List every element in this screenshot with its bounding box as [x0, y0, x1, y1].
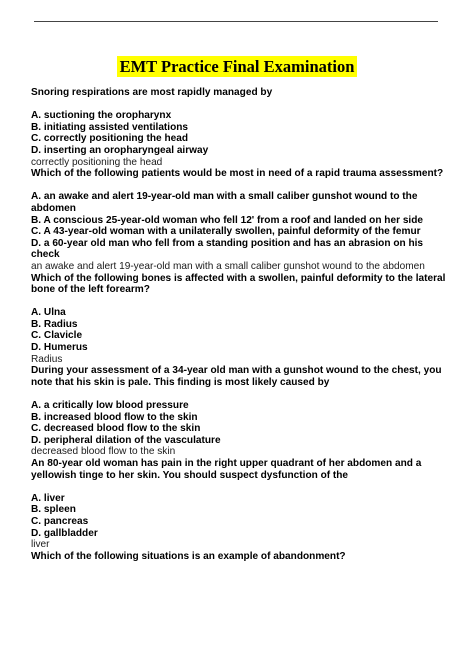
- question-3-option-d: D. Humerus: [31, 342, 88, 354]
- question-4-option-a: A. a critically low blood pressure: [31, 400, 189, 412]
- title-wrap: [0, 56, 474, 77]
- question-4-answer: decreased blood flow to the skin: [31, 446, 176, 458]
- document-body: [31, 87, 446, 562]
- spacer: [31, 388, 446, 400]
- question-5-option-a: A. liver: [31, 492, 65, 504]
- question-3-option-a: A. Ulna: [31, 307, 66, 319]
- page-title: EMT Practice Final Examination: [117, 56, 358, 77]
- spacer: [31, 296, 446, 308]
- question-1-answer: correctly positioning the head: [31, 156, 163, 168]
- question-2-answer: an awake and alert 19-year-old man with a small caliber gunshot wound to the abdomen: [31, 260, 425, 272]
- question-2-text: Which of the following patients would be most in need of a rapid trauma assessment?: [31, 168, 444, 180]
- question-2-option-c: C. A 43-year-old woman with a unilaterally swollen, painful deformity of the femur: [31, 226, 421, 238]
- question-3-answer: Radius: [31, 353, 63, 365]
- question-1-option-a: A. suctioning the oropharynx: [31, 110, 172, 122]
- question-2-option-d: D. a 60-year old man who fell from a standing position and has an abrasion on his check: [31, 237, 424, 261]
- question-5-answer: liver: [31, 539, 50, 551]
- question-3-option-c: C. Clavicle: [31, 330, 83, 342]
- question-3-option-b: B. Radius: [31, 318, 78, 330]
- question-4-option-c: C. decreased blood flow to the skin: [31, 423, 201, 435]
- question-4-text: During your assessment of a 34-year old man with a gunshot wound to the chest, you note that his skin is pale. This finding is most likely caused by: [31, 365, 442, 388]
- question-5-option-c: C. pancreas: [31, 515, 89, 527]
- question-4-option-b: B. increased blood flow to the skin: [31, 411, 198, 423]
- question-2-option-b: B. A conscious 25-year-old woman who fell 12' from a roof and landed on her side: [31, 214, 424, 226]
- question-1-option-d: D. inserting an oropharyngeal airway: [31, 144, 209, 156]
- question-2-option-a: A. an awake and alert 19-year-old man with a small caliber gunshot wound to the abdomen: [31, 191, 418, 214]
- spacer: [31, 180, 446, 192]
- spacer: [31, 481, 446, 493]
- question-1-text: Snoring respirations are most rapidly managed by: [31, 87, 273, 98]
- question-1-option-c: C. correctly positioning the head: [31, 133, 189, 145]
- spacer: [31, 99, 446, 111]
- question-6-text: Which of the following situations is an example of abandonment?: [31, 550, 346, 562]
- question-1-option-b: B. initiating assisted ventilations: [31, 121, 189, 133]
- question-5-option-b: B. spleen: [31, 504, 76, 516]
- top-rule: [34, 21, 438, 22]
- question-4-option-d: D. peripheral dilation of the vasculature: [31, 434, 221, 446]
- question-3-text: Which of the following bones is affected with a swollen, painful deformity to the lateral bone of the left forearm?: [31, 272, 446, 296]
- question-5-text: An 80-year old woman has pain in the right upper quadrant of her abdomen and a yellowish tinge to her skin. You should suspect dysfunction of the: [31, 458, 422, 481]
- question-5-option-d: D. gallbladder: [31, 527, 98, 539]
